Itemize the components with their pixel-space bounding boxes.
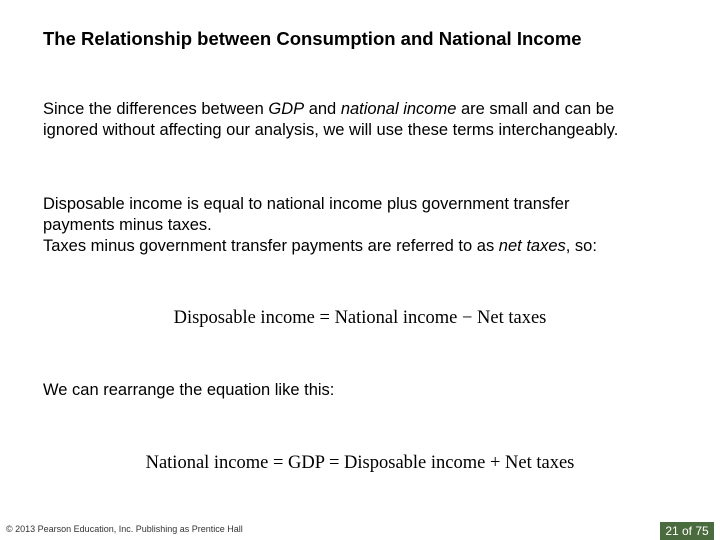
paragraph-line: payments minus taxes. [43,216,212,234]
paragraph-disposable-income [43,194,597,257]
page-number-badge: 21 of 75 [660,522,714,540]
term-net-taxes: net taxes [498,237,566,255]
slide-title: The Relationship between Consumption and National Income [43,28,582,49]
term-gdp: GDP [268,100,305,118]
paragraph-line: Disposable income is equal to national income plus government transfer [43,195,570,213]
equation-national-income: National income = GDP = Disposable income + Net taxes [145,453,575,473]
equation-disposable-income: Disposable income = National income − Net taxes [173,308,547,328]
paragraph-line: ignored without affecting our analysis, we will use these terms interchangeably. [43,121,619,139]
paragraph-rearrange: We can rearrange the equation like this: [43,381,335,399]
paragraph-line [43,236,597,257]
text-run: and [304,100,341,118]
paragraph-gdp-national-income [43,99,618,141]
text-run: , so: [565,237,597,255]
text-run: are small and can be [456,100,615,118]
text-run: Since the differences between [43,100,269,118]
term-national-income: national income [340,100,457,118]
paragraph-line [43,99,618,120]
text-run: Taxes minus government transfer payments are referred to as [43,237,499,255]
copyright-notice: © 2013 Pearson Education, Inc. Publishing as Prentice Hall [6,524,243,534]
